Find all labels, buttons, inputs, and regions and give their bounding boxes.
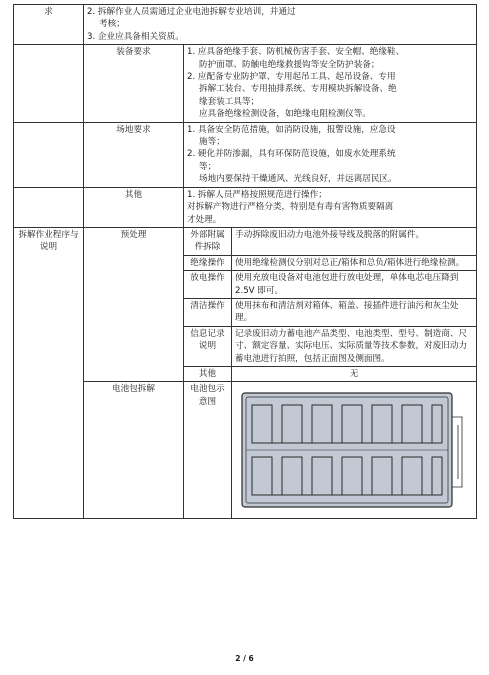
battery-pack-label: 电池包拆解 xyxy=(84,382,184,519)
table-row-other xyxy=(14,187,477,227)
step-name: 其他 xyxy=(184,366,232,381)
text-line: 2. 应配备专业防护罩、专用起吊工具、起吊设备、专用 xyxy=(187,72,396,83)
step-description: 使用抹布和清洁剂对箱体、箱盖、接插件进行油污和灰尘处理。 xyxy=(232,298,477,326)
row-label: 求 xyxy=(14,5,84,45)
row-label: 场地要求 xyxy=(84,122,184,187)
row-content xyxy=(184,122,477,187)
section-label: 拆解作业程序与说明 xyxy=(14,227,84,518)
step-name: 信息记录说明 xyxy=(184,326,232,366)
text-line: 2. 拆解作业人员需通过企业电池拆解专业培训，并通过 xyxy=(87,7,296,17)
row-content xyxy=(184,187,477,227)
table-row-step xyxy=(14,227,477,255)
text-line: 才处理。 xyxy=(187,214,222,225)
text-line: 施等； xyxy=(199,137,225,148)
row-content xyxy=(184,45,477,122)
step-description: 手动拆除废旧动力电池外接导线及脱落的附属件。 xyxy=(232,227,477,255)
text-line: 2. 硬化并防渗漏，具有环保防范设施，如废水处理系统 xyxy=(187,149,396,160)
step-name: 外部附属件拆除 xyxy=(184,227,232,255)
text-line: 考核； xyxy=(99,19,125,30)
text-line: 防护面罩、防触电绝缘救援钩等安全防护装备； xyxy=(199,59,380,70)
text-line: 1. 具备安全防范措施，如消防设施，报警设施，应急设 xyxy=(187,124,396,135)
step-description: 使用绝缘检测仪分别对总正/箱体和总负/箱体进行绝缘检测。 xyxy=(232,255,477,270)
page-number: 2 / 6 xyxy=(235,654,254,663)
empty-cell xyxy=(14,45,84,122)
step-name: 清洁操作 xyxy=(184,298,232,326)
table-row-site xyxy=(14,122,477,187)
text-line: 拆解工装台、专用抽排系统、专用模块拆解设备、绝 xyxy=(199,84,397,95)
diagram-cell xyxy=(232,382,477,519)
table-row-equipment xyxy=(14,45,477,122)
row-label: 其他 xyxy=(84,187,184,227)
table-row-battery-pack xyxy=(14,382,477,519)
text-line: 对拆解产物进行严格分类，特别是有毒有害物质要隔离 xyxy=(187,202,394,213)
pack-connector xyxy=(452,417,462,487)
row-content xyxy=(84,5,477,45)
dismantling-spec-table xyxy=(13,4,477,519)
text-line: 1. 应具备绝缘手套、防机械伤害手套、安全帽、绝缘鞋、 xyxy=(187,47,405,58)
row-label: 装备要求 xyxy=(84,45,184,122)
step-description: 记录废旧动力蓄电池产品类型、电池类型、型号、制造商、尺寸、额定容量、实际电压、实际质量等技术参数，对废旧动力蓄电池进行拍照，包括正面图及侧面图。 xyxy=(232,326,477,366)
step-description: 无 xyxy=(232,366,477,381)
text-line: 应具备绝缘检测设备，如绝缘电阻检测仪等。 xyxy=(199,109,371,120)
text-line: 缘套装工具等； xyxy=(199,96,260,107)
empty-cell xyxy=(14,122,84,187)
empty-cell xyxy=(14,187,84,227)
text-line: 3. 企业应具备相关资质。 xyxy=(87,31,184,42)
pretreatment-label: 预处理 xyxy=(84,227,184,381)
step-description: 使用充放电设备对电池包进行放电处理，单体电芯电压降到 2.5V 即可。 xyxy=(232,271,477,299)
text-line: 等； xyxy=(199,161,217,172)
battery-pack-diagram xyxy=(236,387,472,513)
step-name: 放电操作 xyxy=(184,271,232,299)
diagram-label: 电池包示意图 xyxy=(184,382,232,519)
text-line: 场地内要保持干燥通风、光线良好，并远离居民区。 xyxy=(199,174,397,185)
step-name: 绝缘操作 xyxy=(184,255,232,270)
text-line: 1. 拆解人员严格按照规范进行操作； xyxy=(187,189,327,200)
table-row-requirement xyxy=(14,5,477,45)
